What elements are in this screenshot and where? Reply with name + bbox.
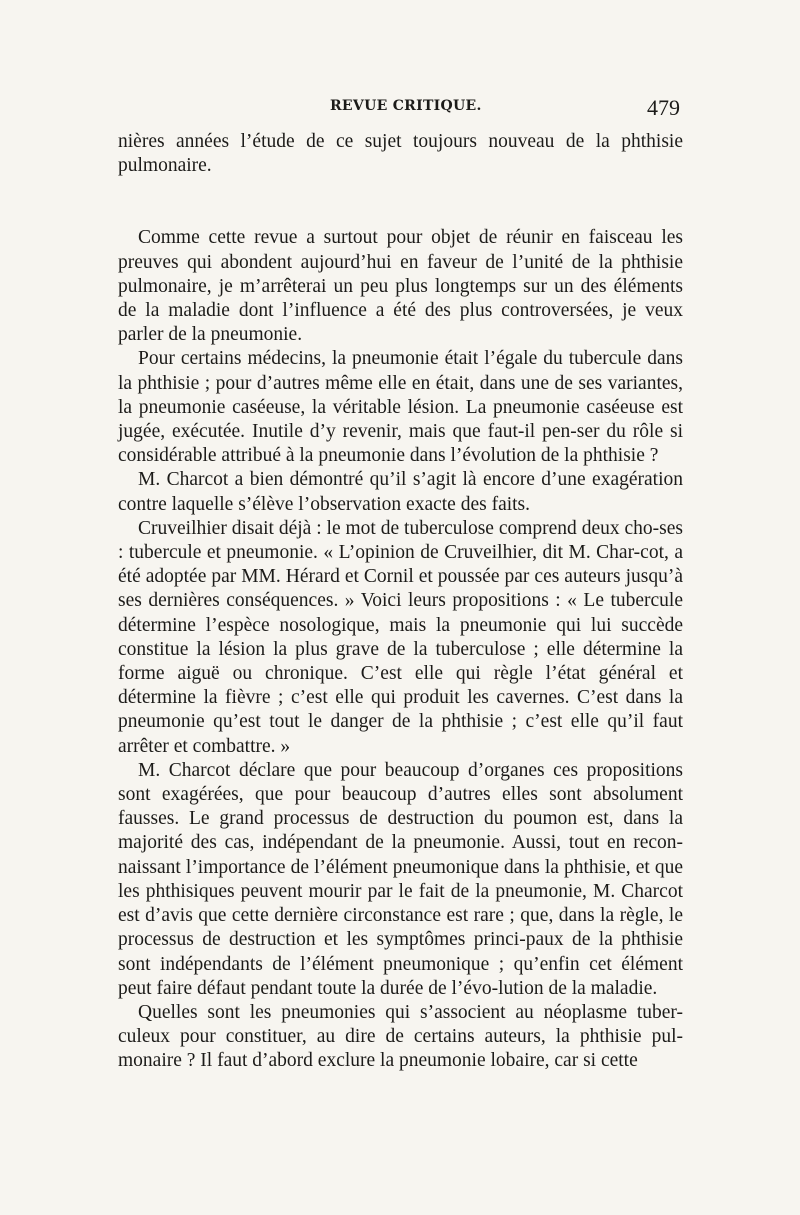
page-number: 479 (647, 95, 680, 120)
paragraph: Comme cette revue a surtout pour objet de réunir en faisceau les preuves qui abondent aujourd’hui en faveur de l’unité de la phthisie pulmonaire, je m’arrêterai un peu plus longtemps sur un des éléments de la maladie dont l’influence a été des plus controversées, je veux parler de la pneumonie. (118, 227, 683, 346)
paragraph: nières années l’étude de ce sujet toujours nouveau de la phthisie pulmonaire. (118, 131, 683, 177)
running-title: REVUE CRITIQUE. (330, 98, 482, 114)
running-head (0, 95, 800, 125)
paragraph: Quelles sont les pneumonies qui s’associent au néoplasme tuber-culeux pour constituer, au dire de certains auteurs, la phthisie pul-monaire ? Il faut d’abord exclure la pneumonie lobaire, car si cette (118, 1001, 683, 1072)
paragraph: M. Charcot a bien démontré qu’il s’agit là encore d’une exagération contre laquelle s’élève l’observation exacte des faits. (118, 469, 683, 515)
paragraph: M. Charcot déclare que pour beaucoup d’organes ces propositions sont exagérées, que pour beaucoup d’autres elles sont absolument fausses. Le grand processus de destruction du poumon est, dans la majorité des cas, indépendant de la pneumonie. Aussi, tout en recon-naissant l’importance de l’élément pneumonique dans la phthisie, et que les phthisiques peuvent mourir par le fait de la pneumonie, M. Charcot est d’avis que cette dernière circonstance est rare ; que, dans la règle, le processus de destruction et les symptômes princi-paux de la phthisie sont indépendants de l’élément pneumonique ; qu’enfin cet élément peut faire défaut pendant toute la durée de l’évo-lution de la maladie. (118, 759, 683, 999)
body-text (118, 130, 683, 1074)
paragraph: Cruveilhier disait déjà : le mot de tuberculose comprend deux cho-ses : tubercule et pneumonie. « L’opinion de Cruveilhier, dit M. Char-cot, a été adoptée par MM. Hérard et Cornil et poussée par ces auteurs jusqu’à ses dernières conséquences. » Voici leurs propositions : « Le tubercule détermine l’espèce nosologique, mais la pneumonie qui lui succède constitue la lésion la plus grave de la tuberculose ; elle détermine la forme aiguë ou chronique. C’est elle qui règle l’état général et détermine la fièvre ; c’est elle qui produit les cavernes. C’est dans la pneumonie qu’est tout le danger de la phthisie ; c’est elle qu’il faut arrêter et combattre. » (118, 517, 683, 757)
paragraph: Pour certains médecins, la pneumonie était l’égale du tubercule dans la phthisie ; pour d’autres même elle en était, dans une de ses variantes, la pneumonie caséeuse, la véritable lésion. La pneumonie caséeuse est jugée, exécutée. Inutile d’y revenir, mais que faut-il pen-ser du rôle si considérable attribué à la pneumonie dans l’évolution de la phthisie ? (118, 348, 683, 467)
